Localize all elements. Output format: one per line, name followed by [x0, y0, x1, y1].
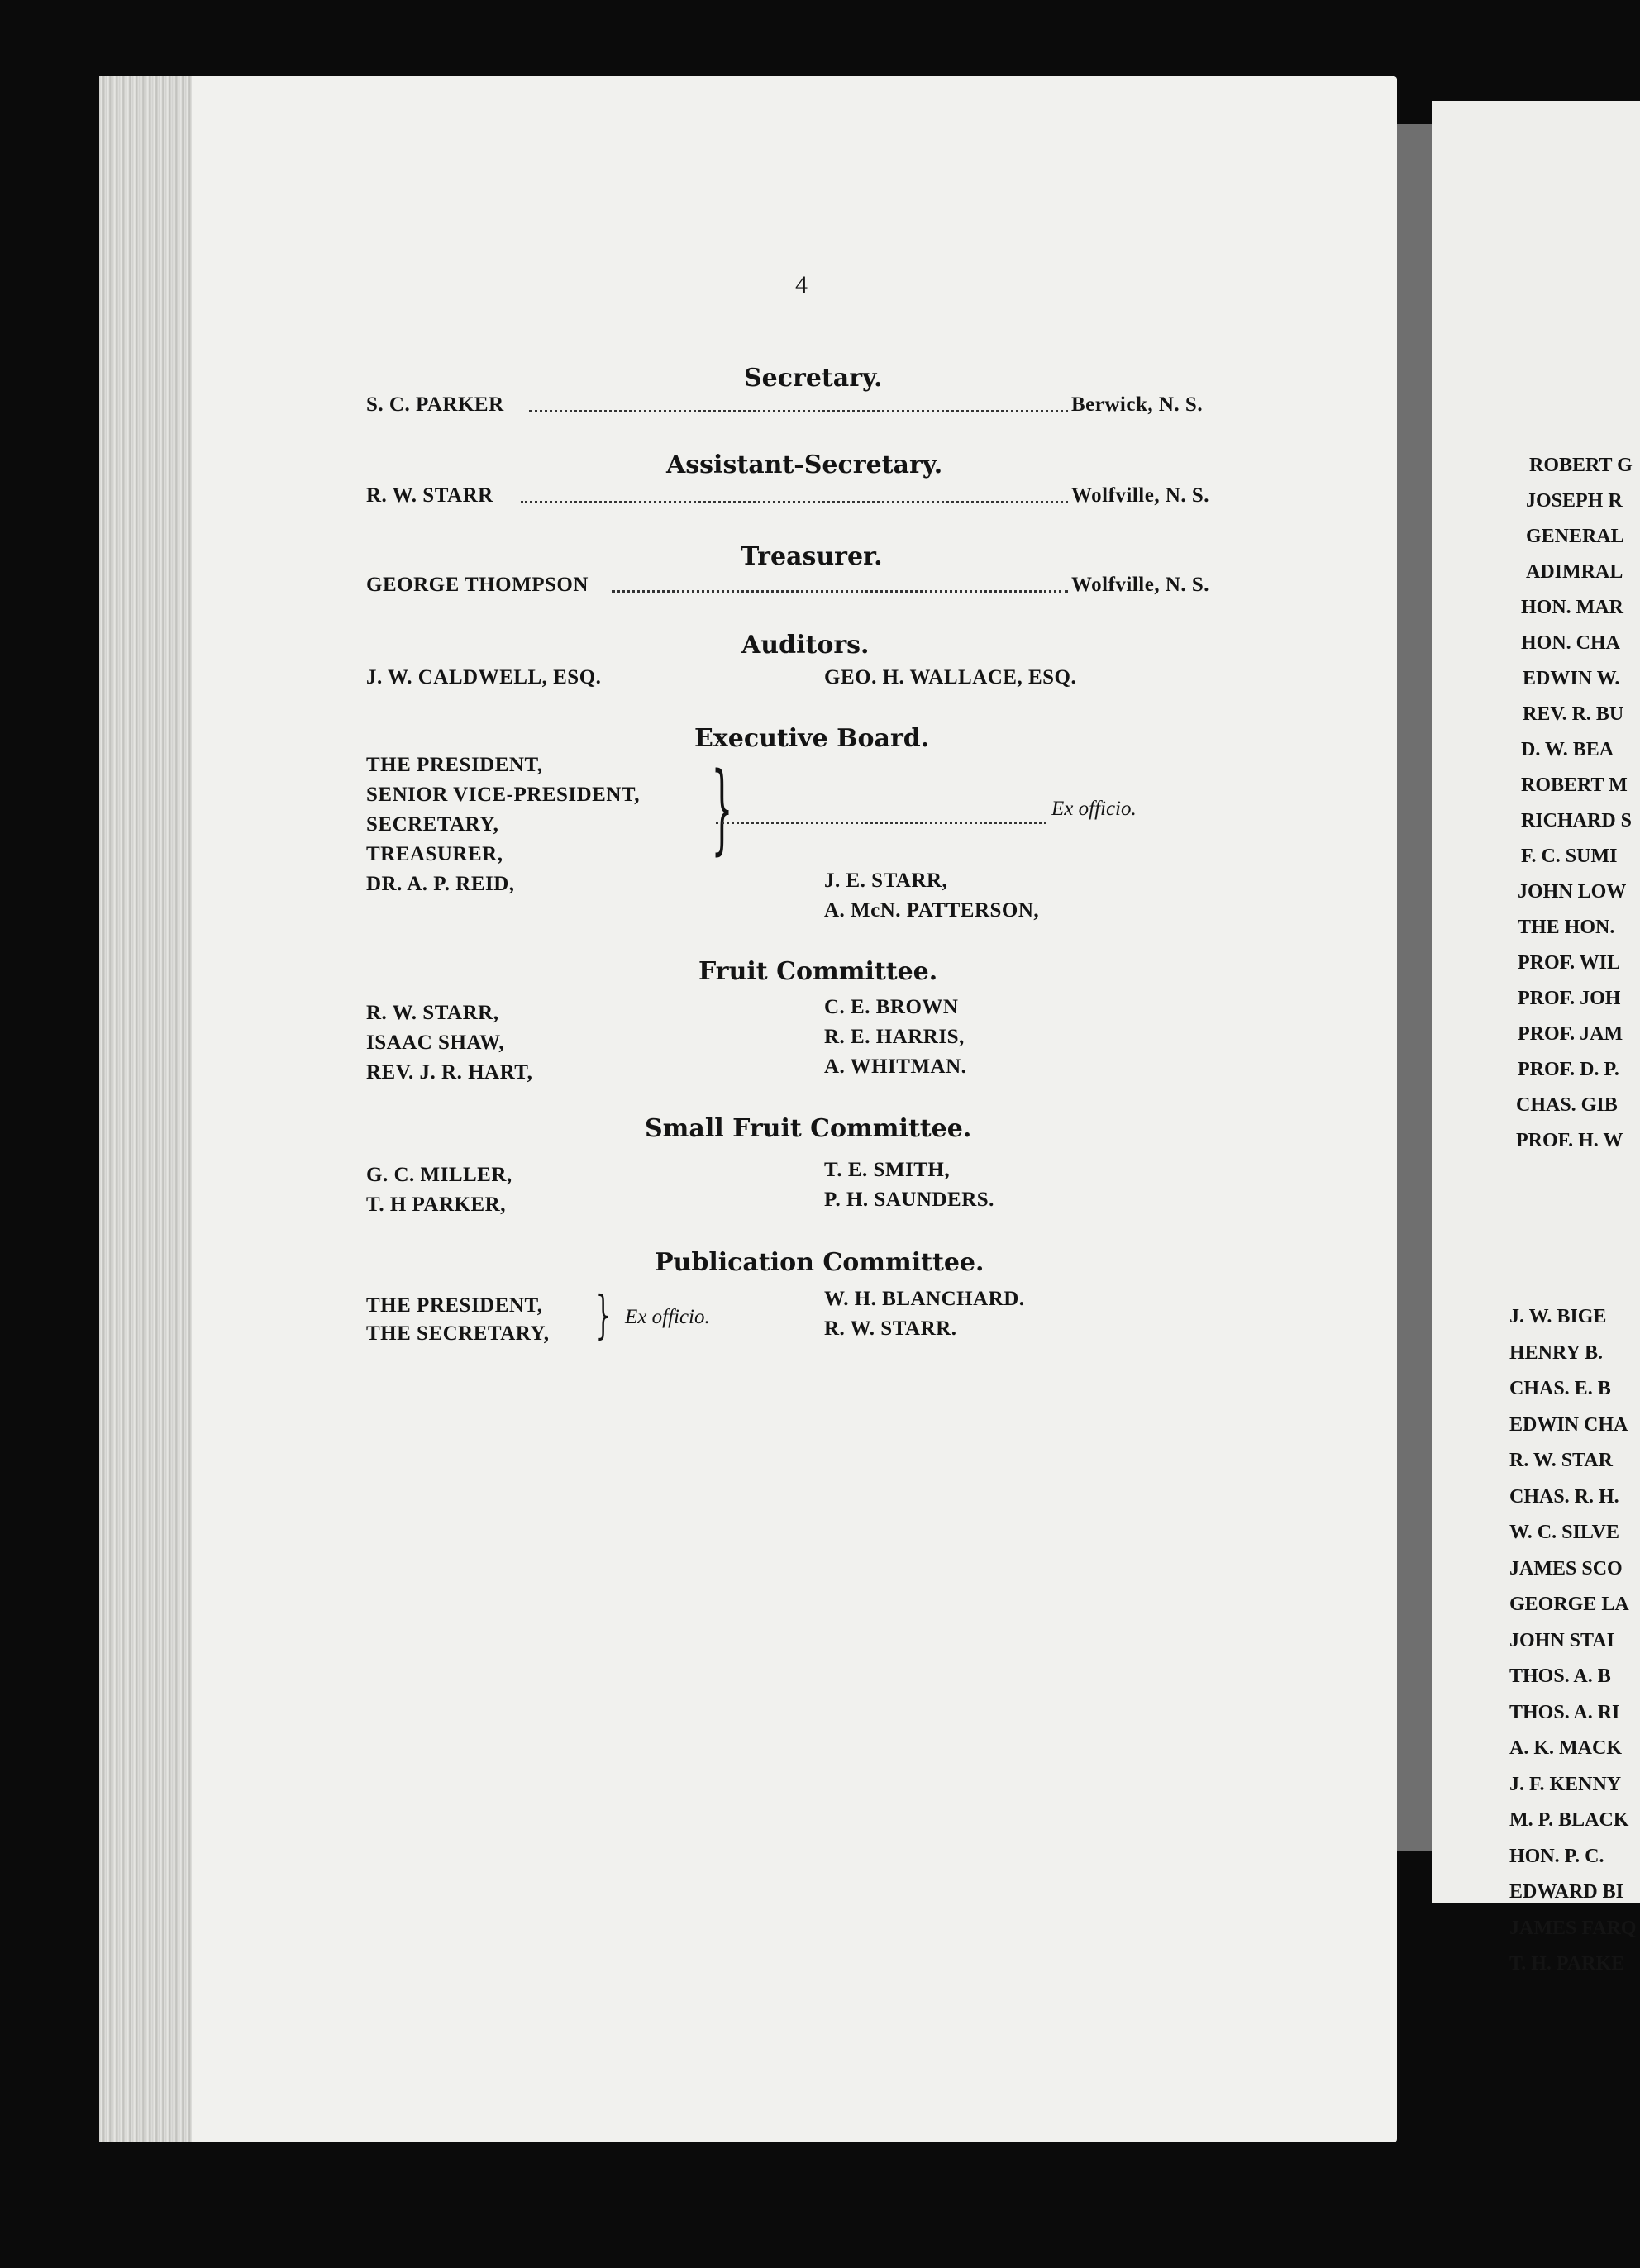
executive-member: J. E. STARR, — [824, 870, 948, 892]
treasurer-place: Wolfville, N. S. — [1071, 574, 1210, 596]
assistant-secretary-heading: Assistant-Secretary. — [666, 450, 943, 479]
fruit-committee-member: R. W. STARR, — [366, 1002, 499, 1024]
right-page-name: J. F. KENNY — [1509, 1773, 1622, 1795]
brace: } — [595, 1284, 611, 1345]
right-page-name: ROBERT G — [1529, 455, 1633, 476]
right-page-name: A. K. MACK — [1509, 1737, 1622, 1759]
small-fruit-committee-member: T. E. SMITH, — [824, 1159, 951, 1181]
treasurer-heading: Treasurer. — [741, 542, 883, 571]
right-page-name: PROF. JAM — [1518, 1023, 1623, 1045]
auditors-heading: Auditors. — [741, 631, 870, 660]
fruit-committee-member: C. E. BROWN — [824, 996, 959, 1018]
treasurer-name: GEORGE THOMPSON — [366, 574, 589, 596]
right-page-name: HON. MAR — [1521, 597, 1623, 618]
right-page-name: JOHN LOW — [1518, 881, 1627, 903]
fruit-committee-member: A. WHITMAN. — [824, 1055, 967, 1078]
small-fruit-committee-member: T. H PARKER, — [366, 1194, 506, 1216]
assistant-secretary-name: R. W. STARR — [366, 484, 493, 507]
small-fruit-committee-member: G. C. MILLER, — [366, 1164, 512, 1186]
ex-officio-label: Ex officio. — [1051, 798, 1137, 820]
right-page-name: ROBERT M — [1521, 774, 1628, 796]
publication-committee-member: THE SECRETARY, — [366, 1322, 550, 1345]
executive-member: THE PRESIDENT, — [366, 754, 543, 776]
fruit-committee-member: ISAAC SHAW, — [366, 1032, 505, 1054]
publication-committee-heading: Publication Committee. — [655, 1248, 984, 1277]
right-page-name: THE HON. — [1518, 917, 1615, 938]
right-page-name: JAMES SCO — [1509, 1557, 1623, 1580]
publication-committee-member: W. H. BLANCHARD. — [824, 1288, 1025, 1310]
assistant-secretary-place: Wolfville, N. S. — [1071, 484, 1210, 507]
small-fruit-committee-member: P. H. SAUNDERS. — [824, 1189, 994, 1211]
right-page-name: REV. R. BU — [1523, 703, 1624, 725]
right-page-name: JOSEPH R — [1526, 490, 1623, 512]
page-number: 4 — [795, 271, 808, 298]
right-page-name: CHAS. GIB — [1516, 1094, 1618, 1116]
fruit-committee-member: R. E. HARRIS, — [824, 1026, 965, 1048]
right-page-name: CHAS. R. H. — [1509, 1485, 1619, 1508]
right-page-name: T. H. PARKE — [1509, 1953, 1625, 1975]
right-page-name: THOS. A. RI — [1509, 1701, 1620, 1723]
right-page-name: GEORGE LA — [1509, 1594, 1629, 1615]
right-page-name: PROF. JOH — [1518, 988, 1621, 1009]
auditor-left: J. W. CALDWELL, ESQ. — [366, 666, 602, 688]
right-page-name: ADIMRAL — [1526, 561, 1623, 583]
right-page-name: F. C. SUMI — [1521, 846, 1618, 867]
executive-member: A. McN. PATTERSON, — [824, 899, 1040, 922]
right-page-name: JAMES FARQ — [1509, 1917, 1637, 1939]
right-page-name: HON. P. C. — [1509, 1845, 1604, 1867]
right-page-name: J. W. BIGE — [1509, 1306, 1607, 1327]
leader-dots — [612, 590, 1068, 593]
right-page-name: M. P. BLACK — [1509, 1809, 1629, 1831]
right-page-name: EDWARD BI — [1509, 1881, 1624, 1903]
right-page-name: GENERAL — [1526, 526, 1624, 547]
brace: } — [711, 750, 733, 865]
right-page-name: D. W. BEA — [1521, 739, 1614, 760]
page-edge — [99, 76, 192, 2142]
right-page-name: PROF. D. P. — [1518, 1059, 1619, 1080]
small-fruit-committee-heading: Small Fruit Committee. — [645, 1114, 972, 1143]
publication-committee-member: THE PRESIDENT, — [366, 1294, 543, 1317]
right-page-name: PROF. H. W — [1516, 1130, 1623, 1151]
executive-member: SENIOR VICE-PRESIDENT, — [366, 784, 640, 806]
executive-board-heading: Executive Board. — [694, 724, 930, 753]
right-page-name: PROF. WIL — [1518, 952, 1621, 974]
right-page-name: RICHARD S — [1521, 810, 1633, 831]
secretary-name: S. C. PARKER — [366, 393, 504, 416]
right-page-name: CHAS. E. B — [1509, 1378, 1611, 1399]
leader-dots — [521, 501, 1068, 503]
leader-dots — [716, 822, 1046, 824]
executive-member: SECRETARY, — [366, 813, 499, 836]
right-page-name: HENRY B. — [1509, 1341, 1603, 1364]
right-page-name: R. W. STAR — [1509, 1450, 1613, 1471]
right-page-name: W. C. SILVE — [1509, 1522, 1619, 1543]
fruit-committee-member: REV. J. R. HART, — [366, 1061, 533, 1084]
executive-member: TREASURER, — [366, 843, 503, 865]
auditor-right: GEO. H. WALLACE, ESQ. — [824, 666, 1077, 688]
right-page-name: HON. CHA — [1521, 632, 1620, 654]
secretary-place: Berwick, N. S. — [1071, 393, 1204, 416]
right-page-name: EDWIN CHA — [1509, 1413, 1628, 1436]
fruit-committee-heading: Fruit Committee. — [698, 957, 938, 986]
right-page-name: EDWIN W. — [1523, 668, 1620, 689]
leader-dots — [529, 410, 1068, 412]
executive-member: DR. A. P. REID, — [366, 873, 515, 895]
right-page-name: THOS. A. B — [1509, 1665, 1611, 1687]
ex-officio-label: Ex officio. — [625, 1306, 710, 1328]
publication-committee-member: R. W. STARR. — [824, 1317, 957, 1340]
book-gutter — [1397, 124, 1432, 1851]
right-page-name: JOHN STAI — [1509, 1629, 1614, 1651]
secretary-heading: Secretary. — [744, 364, 883, 393]
